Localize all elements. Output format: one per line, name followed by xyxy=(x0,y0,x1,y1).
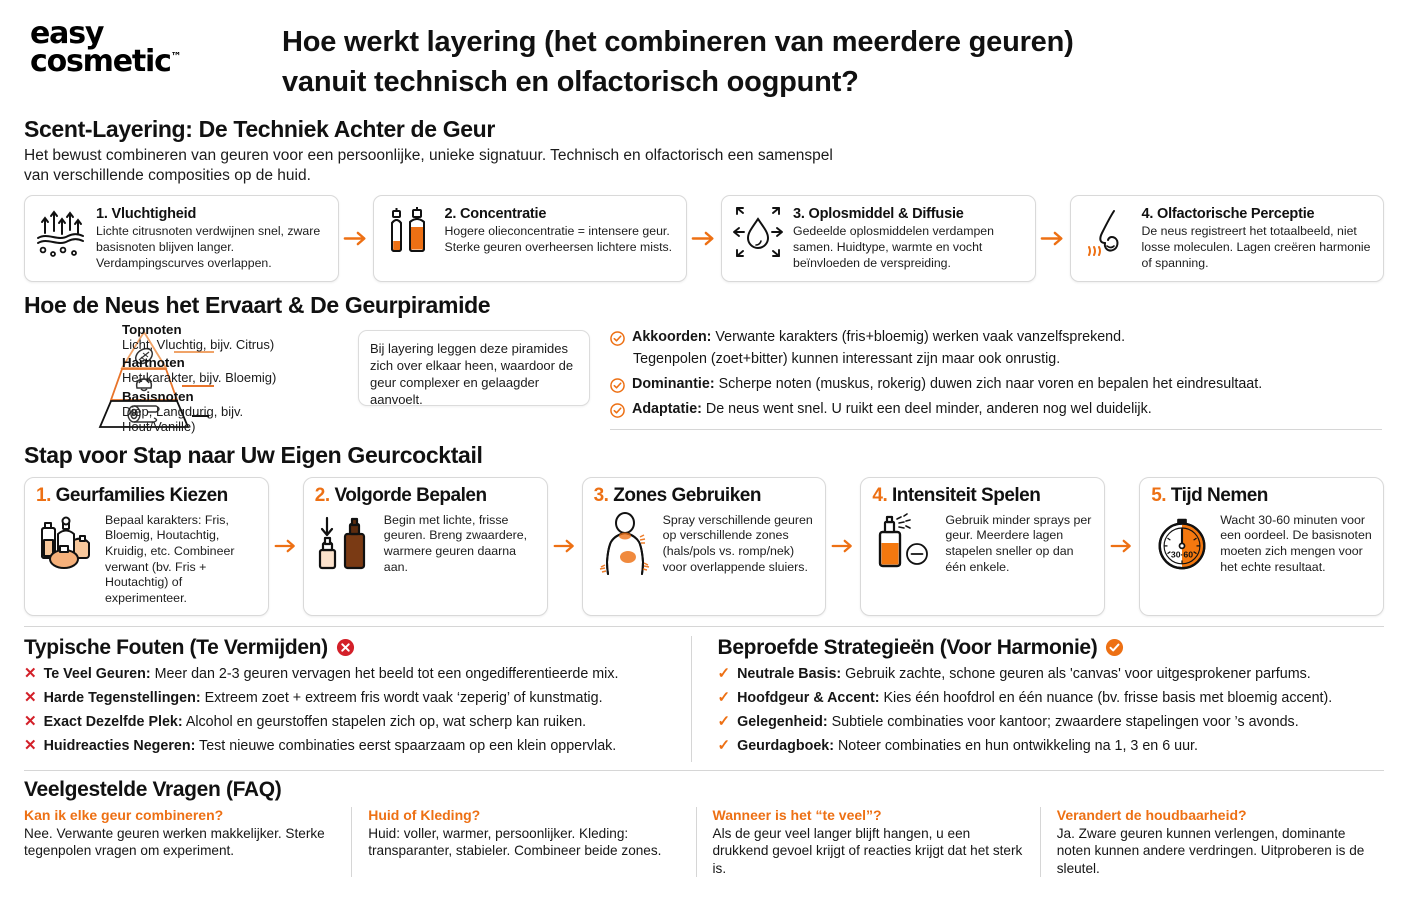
check-circle-icon xyxy=(610,328,625,346)
mistake-item-4-body: Test nieuwe combinaties eerst spaarzaam op een klein oppervlak. xyxy=(195,738,617,755)
technique-subtitle-line1: Het bewust combineren van geuren voor een persoonlijke, unieke signatuur. Technisch en olfactorisch een samenspel xyxy=(24,147,833,164)
step-card-5-heading xyxy=(1151,485,1374,507)
step-card-3-body xyxy=(594,510,817,576)
brand-logo xyxy=(24,14,274,79)
step-card-5-title: Tijd Nemen xyxy=(1170,484,1268,506)
mistake-item-3-text xyxy=(44,713,587,732)
technique-section xyxy=(24,116,1384,282)
mistake-item-2 xyxy=(24,689,677,708)
strategy-item-1-text xyxy=(737,665,1311,684)
light-to-dark-bottles-icon xyxy=(315,510,377,576)
mistake-item-1-label: Te Veel Geuren: xyxy=(43,665,151,682)
mistake-item-2-text xyxy=(44,689,603,708)
arrow-right-icon-step-1 xyxy=(269,477,303,616)
faq-item-1-question: Kan ik elke geur combineren? xyxy=(24,806,224,823)
mistake-item-4-text xyxy=(44,737,617,756)
check-icon: ✓ xyxy=(717,737,731,755)
strategy-item-3 xyxy=(718,713,1371,732)
pyramid-bullet-3-body: De neus went snel. U ruikt een deel minder, anderen nog wel duidelijk. xyxy=(701,401,1152,418)
check-circle-icon xyxy=(610,375,625,393)
check-icon: ✓ xyxy=(717,664,731,682)
technique-card-1-heading: 1. Vluchtigheid xyxy=(96,206,197,223)
strategy-item-1 xyxy=(718,665,1371,684)
arrow-right-icon-step-4 xyxy=(1105,477,1139,616)
step-card-4-number: 4. xyxy=(872,484,888,506)
step-card-4-title: Intensiteit Spelen xyxy=(892,484,1041,506)
pyramid-bullet-3-text xyxy=(632,400,1152,419)
pyramid-bullet-1-body: Verwante karakters (fris+bloemig) werken vaak vanzelfsprekend. xyxy=(711,328,1126,345)
mistake-item-2-body: Extreem zoet + extreem fris wordt vaak ‘zeperig’ of kunstmatig. xyxy=(200,689,603,706)
x-icon: ✕ xyxy=(24,713,37,731)
strategy-item-1-label: Neutrale Basis: xyxy=(737,665,842,682)
strategy-item-1-body: Gebruik zachte, schone geuren als 'canvas' voor uitgesprokener parfums. xyxy=(841,665,1311,682)
page-header xyxy=(24,0,1384,116)
step-card-5-number: 5. xyxy=(1151,484,1167,506)
x-icon: ✕ xyxy=(24,688,37,706)
technique-card-2 xyxy=(373,195,688,282)
step-card-3-text: Spray verschillende geuren op verschillende zones (hals/pols vs. romp/nek) voor overlappende sluiers. xyxy=(662,512,813,574)
technique-card-3-body xyxy=(793,205,1024,272)
check-icon: ✓ xyxy=(717,713,731,731)
faq-section xyxy=(24,778,1384,878)
pyramid-tier-heart-name: Hartnoten xyxy=(122,355,185,371)
step-card-3-number: 3. xyxy=(593,484,609,506)
arrow-right-icon-2 xyxy=(687,195,721,282)
pyramid-bullet-1-text xyxy=(632,328,1125,347)
trademark-symbol: ™ xyxy=(170,49,182,63)
faq-item-3-answer: Als de geur veel langer blijft hangen, u een drukkend gevoel krijgt of reacties krijgt dat het sterk is. xyxy=(712,825,1023,876)
arrow-right-icon-1 xyxy=(339,195,373,282)
pyramid-tier-top-name: Topnoten xyxy=(122,321,182,337)
pyramid-bullet-2-text xyxy=(632,375,1262,394)
pyramid-bullet-2 xyxy=(610,375,1384,394)
timer-label: 30·60 xyxy=(1171,549,1194,560)
technique-card-4 xyxy=(1070,195,1385,282)
technique-card-3-heading: 3. Oplosmiddel & Diffusie xyxy=(793,206,964,223)
faq-item-4-answer: Ja. Zware geuren kunnen verlengen, dominante noten kunnen andere verdringen. Uitproberen is de sleutel. xyxy=(1056,825,1365,876)
technique-card-4-text: De neus registreert het totaalbeeld, niet losse moleculen. Lagen creëren harmonie of spanning. xyxy=(1141,224,1371,270)
strategy-item-2-body: Kies één hoofdrol en één nuance (bv. frisse basis met bloemig accent). xyxy=(879,689,1333,706)
step-card-5-text: Wacht 30-60 minuten voor een oordeel. De basisnoten moeten zich mengen voor het echte resultaat. xyxy=(1220,512,1372,574)
technique-card-3-text: Gedeelde oplosmiddelen verdampen samen. Huidtype, warmte en vocht beïnvloeden de verspreiding. xyxy=(793,224,994,270)
strategies-title: Beproefde Strategieën (Voor Harmonie) xyxy=(717,635,1098,659)
step-card-3-title: Zones Gebruiken xyxy=(613,484,761,506)
step-card-3-heading xyxy=(594,485,817,507)
faq-items xyxy=(24,807,1384,878)
technique-card-1 xyxy=(24,195,339,282)
technique-card-3 xyxy=(721,195,1036,282)
mistake-item-2-label: Harde Tegenstellingen: xyxy=(43,689,201,706)
check-icon: ✓ xyxy=(717,688,731,706)
faq-item-4 xyxy=(1040,807,1384,878)
step-card-1-number: 1. xyxy=(36,484,51,506)
pyramid-tier-base-desc1: Diep, Langdurig, bijv. xyxy=(122,403,244,419)
mistake-item-3 xyxy=(24,713,677,732)
step-card-1-text: Bepaal karakters: Fris, Bloemig, Houtachtig, Kruidig, etc. Combineer verwant (bv. Fris + Houtachtig) of experimenteer. xyxy=(105,512,235,605)
faq-item-3-question: Wanneer is het “te veel”? xyxy=(712,806,882,823)
pyramid-bullet-3 xyxy=(610,400,1384,419)
page-title-line1: Hoe werkt layering (het combineren van meerdere geuren) xyxy=(282,26,1074,58)
mistakes-header xyxy=(24,636,677,660)
step-card-1-title: Geurfamilies Kiezen xyxy=(55,484,228,506)
faq-title: Veelgestelde Vragen (FAQ) xyxy=(24,777,282,801)
pyramid-bullets xyxy=(590,324,1384,434)
pyramid-tier-top xyxy=(122,322,354,352)
step-card-1 xyxy=(24,477,269,616)
check-circle-icon xyxy=(610,400,625,418)
faq-item-2 xyxy=(351,807,695,878)
brand-logo-line1: easy xyxy=(30,16,104,51)
step-card-2 xyxy=(303,477,548,616)
pyramid-tier-heart xyxy=(122,355,354,385)
x-icon: ✕ xyxy=(24,737,37,755)
perfume-group-icon xyxy=(36,510,98,576)
step-card-4 xyxy=(860,477,1105,616)
faq-item-2-question: Huid of Kleding? xyxy=(368,806,481,823)
strategy-item-4 xyxy=(718,737,1371,756)
skin-evaporation-icon xyxy=(34,205,88,259)
pyramid-note-card: Bij layering leggen deze piramides zich over elkaar heen, waardoor de geur complexer en gelaagder aanvoelt. xyxy=(358,330,590,406)
step-card-5 xyxy=(1139,477,1384,616)
pyramid-tier-top-desc: Licht, Vluchtig, bijv. Citrus) xyxy=(122,336,275,352)
mistakes-title: Typische Fouten (Te Vermijden) xyxy=(24,635,328,659)
arrow-right-icon-step-3 xyxy=(826,477,860,616)
technique-card-2-heading: 2. Concentratie xyxy=(444,206,547,223)
mistakes-strategies-row xyxy=(24,636,1384,762)
strategy-item-2-label: Hoofdgeur & Accent: xyxy=(737,689,880,706)
timer-icon xyxy=(1151,510,1213,576)
faq-item-1 xyxy=(24,807,351,878)
strategy-item-3-text xyxy=(737,713,1299,732)
faq-item-3 xyxy=(696,807,1040,878)
technique-title: Scent-Layering: De Techniek Achter de Geur xyxy=(24,116,495,142)
mistake-item-1-text xyxy=(44,665,619,684)
pyramid-tier-labels xyxy=(122,322,354,434)
pyramid-bullet-3-label: Adaptatie: xyxy=(632,401,702,418)
pyramid-bullet-2-label: Dominantie: xyxy=(632,376,715,393)
pyramid-tier-heart-desc: Het karakter, bijv. Bloemig) xyxy=(122,370,277,386)
divider-after-bullets xyxy=(610,429,1382,430)
strategy-item-4-body: Noteer combinaties en hun ontwikkeling na 1, 3 en 6 uur. xyxy=(834,738,1199,755)
mistake-item-3-body: Alcohol en geurstoffen stapelen zich op, wat scherp kan ruiken. xyxy=(182,714,587,731)
pyramid-bullet-1-continuation: Tegenpolen (zoet+bitter) kunnen interessant zijn maar ook onrustig. xyxy=(633,351,1061,368)
technique-cards xyxy=(24,195,1384,282)
mistake-item-1 xyxy=(24,665,677,684)
step-card-2-title: Volgorde Bepalen xyxy=(334,484,487,506)
mistake-item-4 xyxy=(24,737,677,756)
strategy-item-2 xyxy=(718,689,1371,708)
step-card-4-heading xyxy=(872,485,1095,507)
strategy-item-2-text xyxy=(737,689,1332,708)
brand-logo-line2 xyxy=(30,43,182,79)
pyramid-tier-base xyxy=(122,389,354,435)
faq-item-1-answer: Nee. Verwante geuren werken makkelijker. Sterke tegenpolen vragen om experiment. xyxy=(24,825,325,859)
strategy-item-3-body: Subtiele combinaties voor kantoor; zwaardere stapelingen voor ’s avonds. xyxy=(827,714,1299,731)
pyramid-tier-base-name: Basisnoten xyxy=(122,388,194,404)
technique-card-2-text: Hogere olieconcentratie = intensere geur. Sterke geuren overheersen lichtere mists. xyxy=(444,224,673,255)
mistake-item-3-label: Exact Dezelfde Plek: xyxy=(43,714,183,731)
step-card-4-body xyxy=(872,510,1095,576)
divider-before-faq xyxy=(24,770,1384,771)
mistakes-column xyxy=(24,636,691,762)
droplet-diffusion-icon xyxy=(731,205,785,259)
pyramid-bullet-1-label: Akkoorden: xyxy=(632,328,712,345)
strategies-header xyxy=(718,636,1371,660)
technique-card-1-body xyxy=(96,205,327,272)
body-zones-icon xyxy=(594,510,656,576)
arrow-right-icon-step-2 xyxy=(548,477,582,616)
technique-card-4-body xyxy=(1142,205,1373,272)
technique-card-1-text: Lichte citrusnoten verdwijnen snel, zware basisnoten blijven langer. Verdampingscurves overlappen. xyxy=(96,224,321,270)
brand-logo-word: cosmetic xyxy=(30,43,171,79)
pyramid-bullet-1 xyxy=(610,328,1384,347)
strategy-item-4-label: Geurdagboek: xyxy=(737,738,834,755)
check-circle-icon xyxy=(1105,638,1124,657)
pyramid-tier-base-desc2: Hout/Vanille) xyxy=(122,418,196,434)
step-card-2-text: Begin met lichte, frisse geuren. Breng zwaardere, warmere geuren daarna aan. xyxy=(383,512,528,574)
steps-cards xyxy=(24,477,1384,616)
pyramid-section xyxy=(24,292,1384,434)
steps-section xyxy=(24,442,1384,616)
x-icon: ✕ xyxy=(24,664,37,682)
nose-icon xyxy=(1080,205,1134,259)
step-card-2-number: 2. xyxy=(314,484,330,506)
step-card-1-heading xyxy=(36,485,259,507)
mistake-item-1-body: Meer dan 2-3 geuren vervagen het beeld tot een ongedifferentieerde mix. xyxy=(150,665,619,682)
divider-before-mistakes xyxy=(24,626,1384,627)
faq-item-4-question: Verandert de houdbaarheid? xyxy=(1056,806,1247,823)
strategy-item-4-text xyxy=(737,737,1198,756)
pyramid-bullet-2-body: Scherpe noten (muskus, rokerig) duwen zich naar voren en bepalen het eindresultaat. xyxy=(714,376,1263,393)
step-card-2-heading xyxy=(315,485,538,507)
steps-section-title: Stap voor Stap naar Uw Eigen Geurcocktail xyxy=(24,441,483,468)
faq-item-2-answer: Huid: voller, warmer, persoonlijker. Kleding: transparanter, stabieler. Combineer beide zones. xyxy=(368,825,662,859)
spray-minus-icon xyxy=(872,510,938,576)
technique-card-2-body xyxy=(445,205,676,256)
strategy-item-3-label: Gelegenheid: xyxy=(737,714,828,731)
two-bottles-icon xyxy=(383,205,437,259)
pyramid-section-title: Hoe de Neus het Ervaart & De Geurpiramide xyxy=(24,291,491,318)
page-title-line2: vanuit technisch en olfactorisch oogpunt? xyxy=(282,66,859,99)
pyramid-row xyxy=(24,321,1384,434)
step-card-3 xyxy=(582,477,827,616)
mistake-item-4-label: Huidreacties Negeren: xyxy=(43,738,196,755)
arrow-right-icon-3 xyxy=(1036,195,1070,282)
page-title xyxy=(274,14,1384,102)
step-card-1-body xyxy=(36,510,259,607)
technique-subtitle-line2: van verschillende composities op de huid. xyxy=(24,167,311,185)
strategies-column xyxy=(691,636,1385,762)
step-card-2-body xyxy=(315,510,538,576)
cross-circle-icon xyxy=(336,638,355,657)
step-card-4-text: Gebruik minder sprays per geur. Meerdere lagen stapelen sneller op dan één enkele. xyxy=(945,512,1092,574)
step-card-5-body xyxy=(1151,510,1374,576)
technique-card-4-heading: 4. Olfactorische Perceptie xyxy=(1141,206,1315,223)
